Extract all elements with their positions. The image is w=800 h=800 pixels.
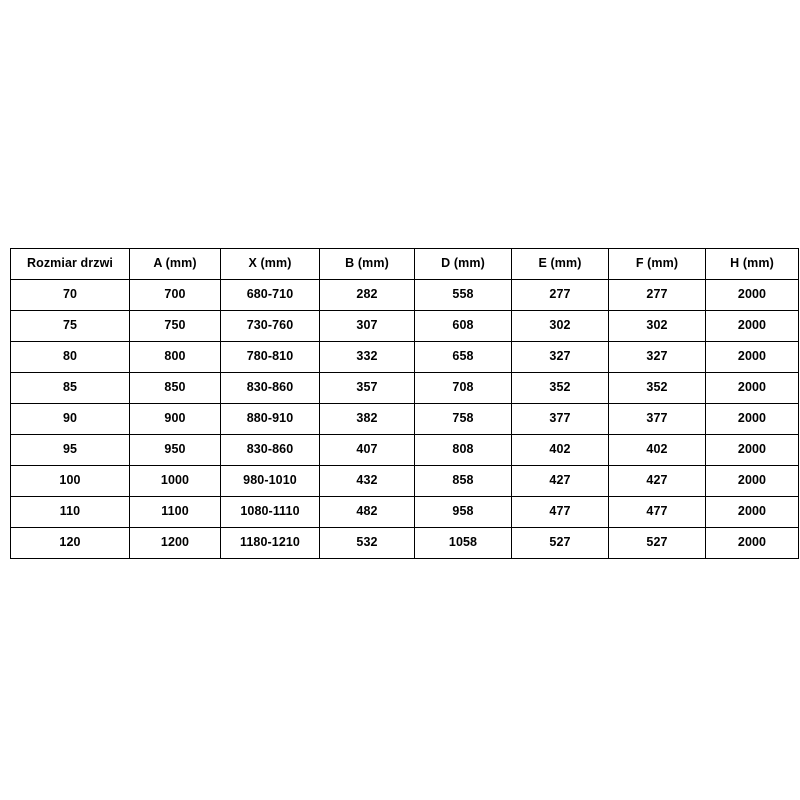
table-row [11,311,799,342]
table-cell: 382 [320,404,415,435]
table-cell: 830-860 [221,373,320,404]
table-cell: 327 [609,342,706,373]
table-cell: 277 [609,280,706,311]
table-row [11,466,799,497]
table-cell: 2000 [706,528,799,559]
table-cell: 1180-1210 [221,528,320,559]
table-cell: 950 [130,435,221,466]
table-cell: 302 [512,311,609,342]
table-cell: 532 [320,528,415,559]
table-column-header: F (mm) [609,249,706,280]
table-cell: 302 [609,311,706,342]
table-cell: 432 [320,466,415,497]
table-column-header: B (mm) [320,249,415,280]
table-cell: 527 [512,528,609,559]
table-cell: 327 [512,342,609,373]
table-cell: 402 [512,435,609,466]
table-cell: 880-910 [221,404,320,435]
table-cell: 357 [320,373,415,404]
table-cell: 808 [415,435,512,466]
table-cell: 2000 [706,280,799,311]
table-cell: 100 [11,466,130,497]
table-cell: 527 [609,528,706,559]
table-cell: 2000 [706,435,799,466]
table-cell: 332 [320,342,415,373]
table-cell: 780-810 [221,342,320,373]
table-column-header: D (mm) [415,249,512,280]
table-cell: 1058 [415,528,512,559]
table-cell: 900 [130,404,221,435]
table-cell: 120 [11,528,130,559]
table-cell: 680-710 [221,280,320,311]
table-row [11,404,799,435]
table-cell: 427 [609,466,706,497]
table-cell: 482 [320,497,415,528]
table-cell: 558 [415,280,512,311]
table-cell: 980-1010 [221,466,320,497]
door-size-specification-table [10,248,799,559]
table-cell: 800 [130,342,221,373]
table-cell: 750 [130,311,221,342]
table-row [11,497,799,528]
table-header [11,249,799,280]
table-cell: 110 [11,497,130,528]
table-column-header: Rozmiar drzwi [11,249,130,280]
table-cell: 700 [130,280,221,311]
table-cell: 2000 [706,342,799,373]
table-cell: 407 [320,435,415,466]
table-cell: 608 [415,311,512,342]
table-header-row [11,249,799,280]
table-row [11,280,799,311]
table-cell: 758 [415,404,512,435]
table-cell: 85 [11,373,130,404]
table-cell: 477 [609,497,706,528]
table-cell: 708 [415,373,512,404]
table-cell: 307 [320,311,415,342]
table-cell: 90 [11,404,130,435]
table-cell: 377 [609,404,706,435]
table-cell: 282 [320,280,415,311]
table-cell: 1100 [130,497,221,528]
table-cell: 2000 [706,404,799,435]
table-cell: 477 [512,497,609,528]
table-column-header: E (mm) [512,249,609,280]
table-cell: 858 [415,466,512,497]
table-row [11,373,799,404]
table-cell: 80 [11,342,130,373]
table-cell: 277 [512,280,609,311]
table-container [10,248,790,559]
table-cell: 377 [512,404,609,435]
table-cell: 427 [512,466,609,497]
table-cell: 850 [130,373,221,404]
table-cell: 70 [11,280,130,311]
table-body [11,280,799,559]
table-cell: 730-760 [221,311,320,342]
table-cell: 1080-1110 [221,497,320,528]
table-cell: 2000 [706,311,799,342]
table-cell: 1000 [130,466,221,497]
table-row [11,435,799,466]
table-cell: 75 [11,311,130,342]
table-column-header: H (mm) [706,249,799,280]
table-cell: 95 [11,435,130,466]
table-cell: 658 [415,342,512,373]
table-cell: 352 [512,373,609,404]
table-column-header: X (mm) [221,249,320,280]
table-cell: 2000 [706,466,799,497]
table-row [11,342,799,373]
table-cell: 1200 [130,528,221,559]
table-cell: 402 [609,435,706,466]
table-row [11,528,799,559]
table-column-header: A (mm) [130,249,221,280]
table-cell: 2000 [706,497,799,528]
table-cell: 958 [415,497,512,528]
table-cell: 2000 [706,373,799,404]
table-cell: 830-860 [221,435,320,466]
table-cell: 352 [609,373,706,404]
